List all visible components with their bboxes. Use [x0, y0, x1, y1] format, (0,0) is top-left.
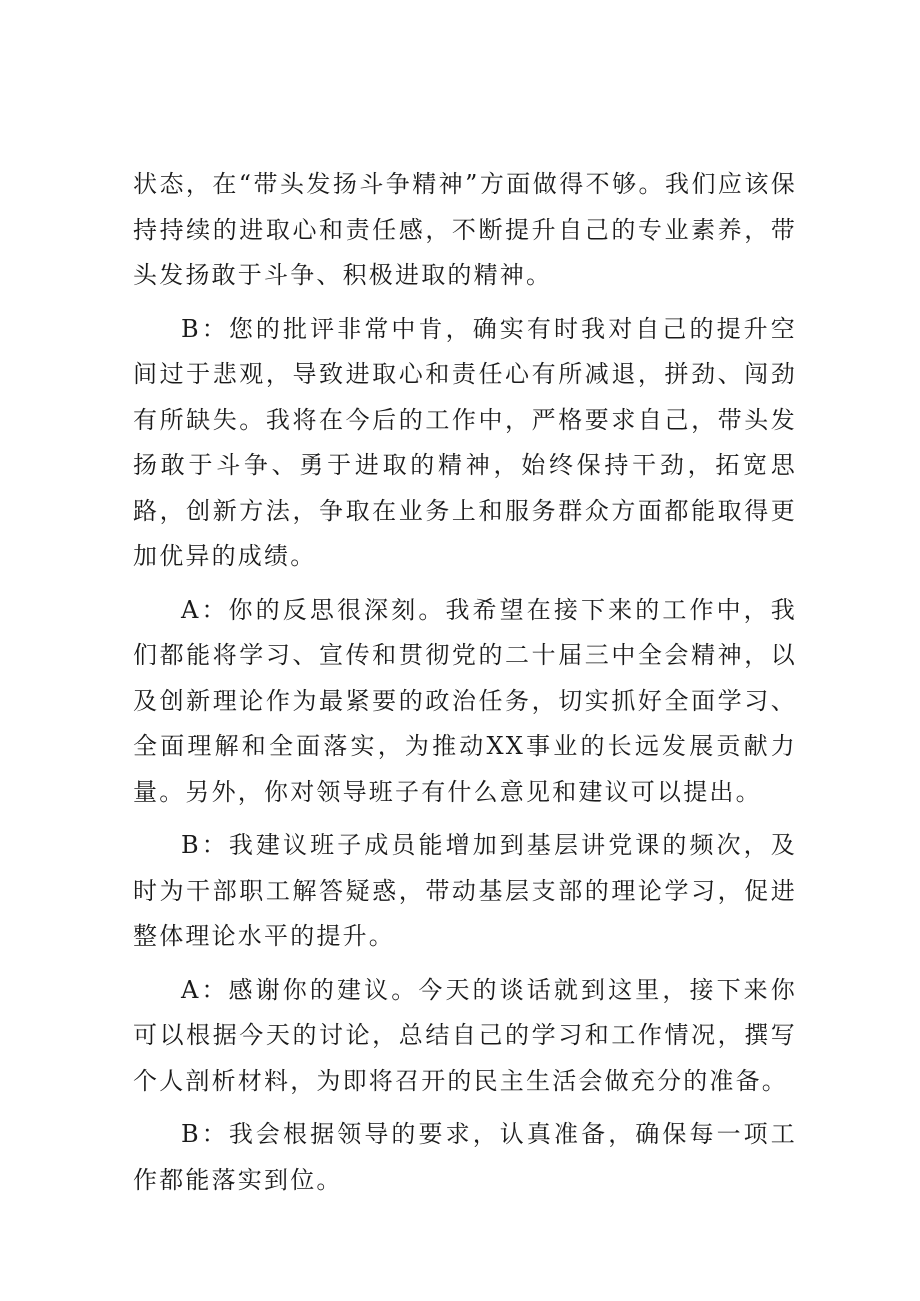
paragraph-b-final: B：我会根据领导的要求，认真准备，确保每一项工作都能落实到位。	[133, 1120, 797, 1194]
document-body	[133, 162, 797, 1211]
paragraph-b-suggestion: B：我建议班子成员能增加到基层讲党课的频次，及时为干部职工解答疑惑，带动基层支部的理论学习，促进整体理论水平的提升。	[133, 831, 797, 950]
paragraph-a-closing: A：感谢你的建议。今天的谈话就到这里，接下来你可以根据今天的讨论，总结自己的学习和工作情况，撰写个人剖析材料，为即将召开的民主生活会做充分的准备。	[133, 975, 797, 1095]
paragraph-continued: 状态，在“带头发扬斗争精神”方面做得不够。我们应该保持持续的进取心和责任感，不断提升自己的专业素养，带头发扬敢于斗争、积极进取的精神。	[133, 170, 797, 289]
paragraph-b-response-criticism: B：您的批评非常中肯，确实有时我对自己的提升空间过于悲观，导致进取心和责任心有所减退，拼劲、闯劲有所缺失。我将在今后的工作中，严格要求自己，带头发扬敢于斗争、勇于进取的精神，始终保持干劲，拓宽思路，创新方法，争取在业务上和服务群众方面都能取得更加优异的成绩。	[133, 314, 797, 570]
paragraph-a-reflection: A：你的反思很深刻。我希望在接下来的工作中，我们都能将学习、宣传和贯彻党的二十届三中全会精神，以及创新理论作为最紧要的政治任务，切实抓好全面学习、全面理解和全面落实，为推动XX事业的长远发展贡献力量。另外，你对领导班子有什么意见和建议可以提出。	[133, 595, 797, 806]
